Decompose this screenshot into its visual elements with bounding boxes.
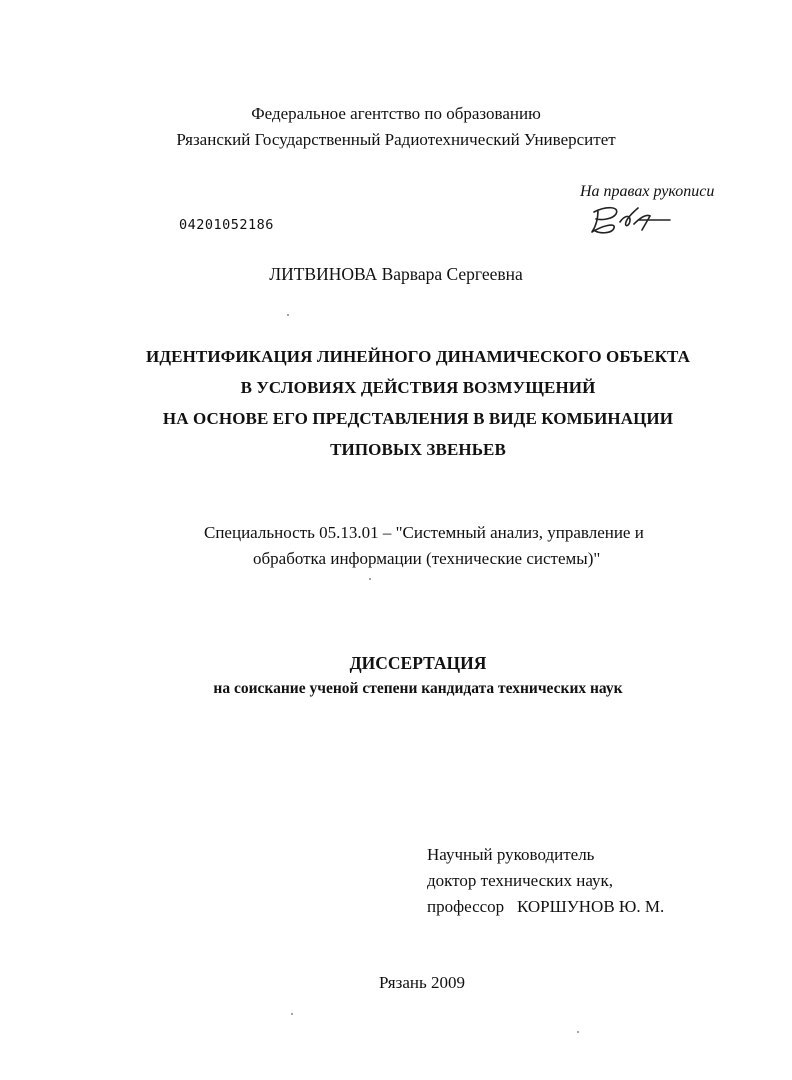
dissertation-subheading: на соискание ученой степени кандидата технических наук	[213, 680, 623, 697]
title-line: В УСЛОВИЯХ ДЕЙСТВИЯ ВОЗМУЩЕНИЙ	[240, 378, 596, 397]
scan-speck	[291, 1013, 293, 1015]
scan-speck	[577, 1031, 579, 1033]
signature	[586, 200, 676, 240]
author-name: ЛИТВИНОВА Варвара Сергеевна	[269, 264, 523, 284]
title-line: ИДЕНТИФИКАЦИЯ ЛИНЕЙНОГО ДИНАМИЧЕСКОГО ОБЪЕКТА	[146, 347, 690, 366]
specialty-line-1: Специальность 05.13.01 – "Системный анализ, управление и	[204, 523, 644, 542]
supervisor-title: профессор	[427, 897, 505, 916]
supervisor-name: КОРШУНОВ Ю. М.	[516, 897, 665, 916]
specialty-line-2: обработка информации (технические системы)"	[253, 549, 601, 568]
university-name: Рязанский Государственный Радиотехнический Университет	[176, 130, 616, 149]
dissertation-title	[0, 341, 792, 465]
manuscript-rights-label: На правах рукописи	[580, 183, 715, 200]
scan-speck	[287, 314, 289, 316]
dissertation-heading: ДИССЕРТАЦИЯ	[349, 653, 487, 673]
scan-speck	[369, 578, 371, 580]
registry-code: 04201052186	[179, 217, 274, 233]
city-year: Рязань 2009	[379, 973, 465, 992]
agency-name: Федеральное агентство по образованию	[251, 104, 541, 123]
supervisor-line	[427, 894, 664, 920]
supervisor-degree: доктор технических наук,	[427, 871, 614, 890]
supervisor-role: Научный руководитель	[427, 845, 595, 864]
title-line: НА ОСНОВЕ ЕГО ПРЕДСТАВЛЕНИЯ В ВИДЕ КОМБИНАЦИИ	[162, 409, 674, 428]
title-line: ТИПОВЫХ ЗВЕНЬЕВ	[330, 440, 506, 459]
